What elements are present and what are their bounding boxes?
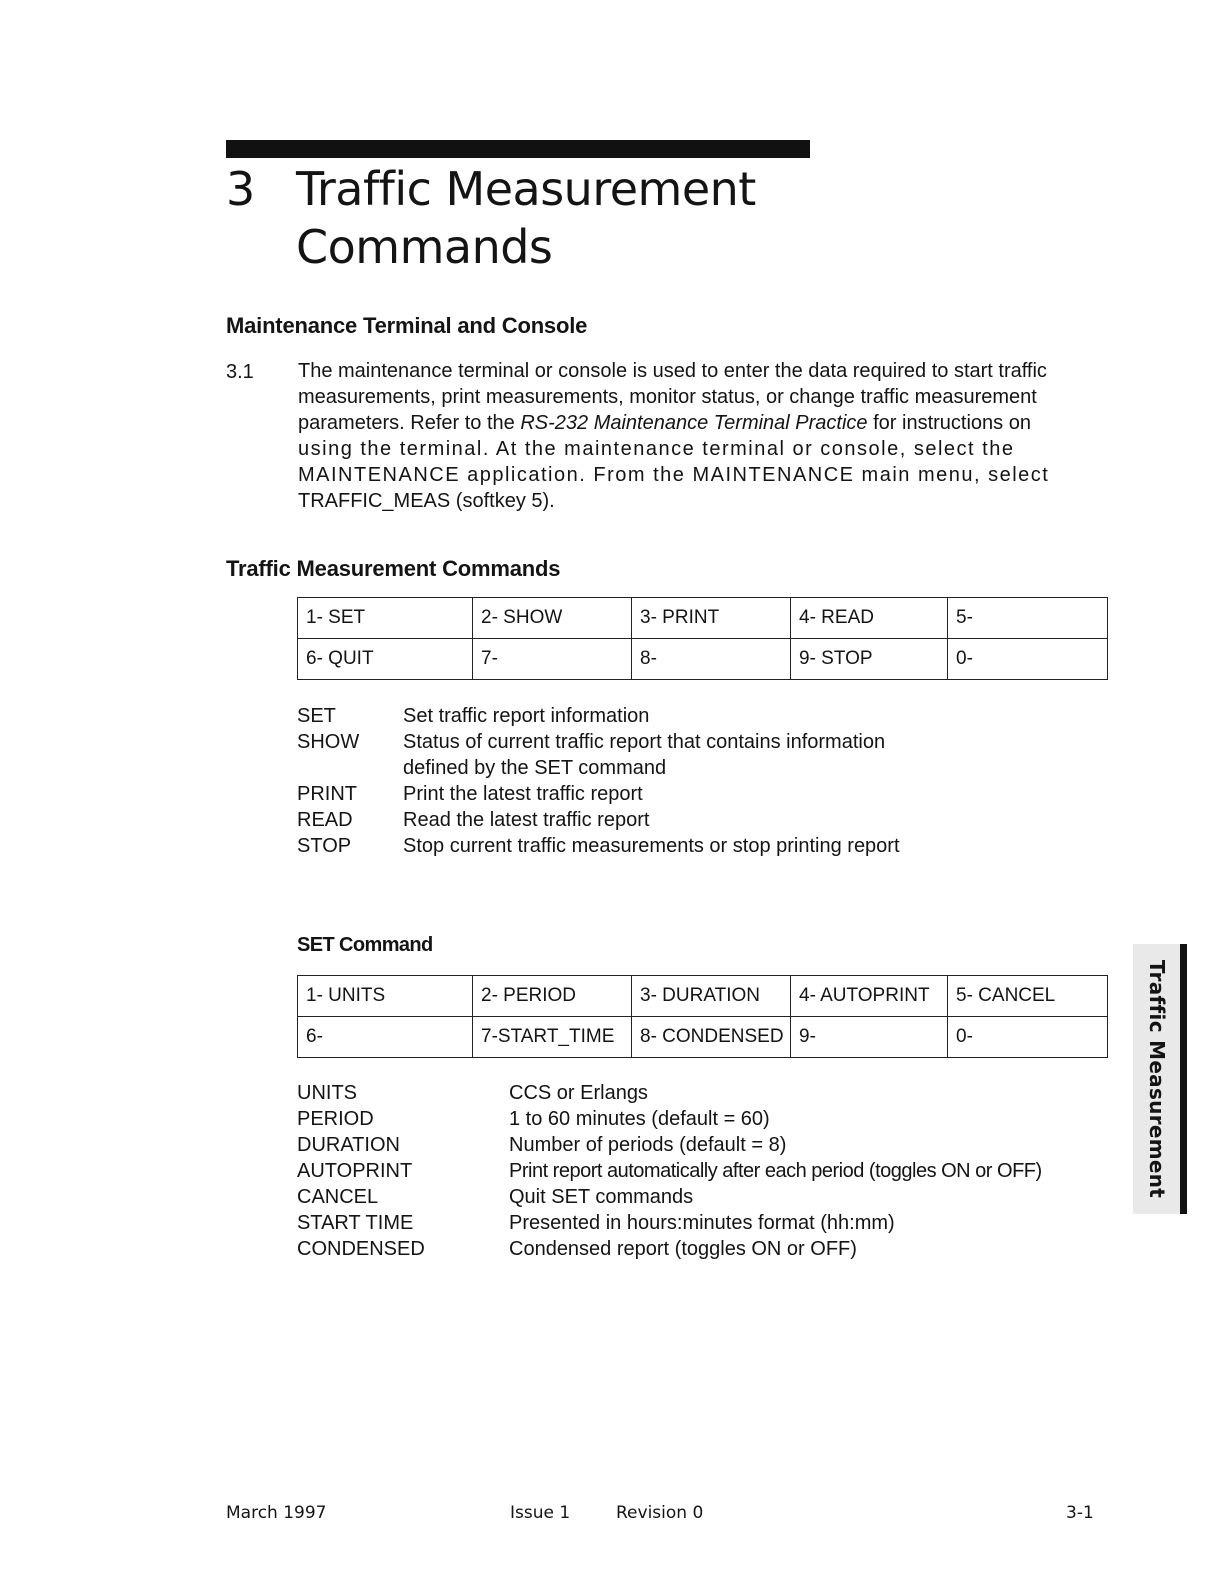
side-tab-label: Traffic Measurement	[1144, 959, 1169, 1199]
definition-desc: Presented in hours:minutes format (hh:mm)	[509, 1212, 895, 1234]
definition-condensed	[297, 1236, 1042, 1262]
definition-desc: 1 to 60 minutes (default = 60)	[509, 1108, 770, 1130]
definition-desc: Stop current traffic measurements or stop printing report	[403, 835, 900, 857]
softkey-6: 6-	[298, 1017, 473, 1058]
softkey-read: 4- READ	[791, 598, 948, 639]
definition-set	[297, 703, 900, 729]
definition-desc: Condensed report (toggles ON or OFF)	[509, 1238, 857, 1260]
softkey-show: 2- SHOW	[473, 598, 632, 639]
paragraph-line: TRAFFIC_MEAS (softkey 5).	[298, 490, 555, 512]
definition-term: UNITS	[297, 1082, 357, 1104]
definition-cancel	[297, 1184, 1042, 1210]
softkey-5: 5-	[948, 598, 1108, 639]
definition-desc: Print report automatically after each period (toggles ON or OFF)	[509, 1160, 1042, 1182]
footer-revision: Revision 0	[616, 1503, 704, 1523]
footer-date: March 1997	[226, 1503, 327, 1523]
definition-desc: Read the latest traffic report	[403, 809, 650, 831]
traffic-softkey-table	[297, 597, 1108, 680]
softkey-print: 3- PRINT	[632, 598, 791, 639]
chapter-rule	[226, 140, 810, 158]
definition-term: CANCEL	[297, 1186, 379, 1208]
paragraph-line: MAINTENANCE application. From the MAINTENANCE main menu, select	[298, 464, 1050, 486]
definition-term: AUTOPRINT	[297, 1160, 413, 1182]
set-command-heading: SET Command	[297, 934, 433, 956]
definition-print	[297, 781, 900, 807]
definition-units	[297, 1080, 1042, 1106]
definition-term: PERIOD	[297, 1108, 374, 1130]
definition-term: SET	[297, 705, 336, 727]
definition-term: READ	[297, 809, 353, 831]
paragraph-line: using the terminal. At the maintenance terminal or console, select the	[298, 438, 1015, 460]
paragraph-text: for instructions on	[867, 412, 1031, 434]
section-heading-traffic-commands: Traffic Measurement Commands	[226, 556, 561, 581]
definition-desc: Number of periods (default = 8)	[509, 1134, 787, 1156]
footer-issue: Issue 1	[510, 1503, 571, 1523]
chapter-title-line-1: Traffic Measurement	[296, 162, 756, 216]
softkey-cancel: 5- CANCEL	[948, 976, 1108, 1017]
softkey-condensed: 8- CONDENSED	[632, 1017, 791, 1058]
definition-autoprint	[297, 1158, 1042, 1184]
softkey-row	[298, 976, 1108, 1017]
chapter-number: 3	[226, 162, 255, 216]
chapter-title-line-2: Commands	[296, 220, 553, 274]
softkey-start-time: 7-START_TIME	[473, 1017, 632, 1058]
footer-page-number: 3-1	[1066, 1503, 1094, 1523]
softkey-units: 1- UNITS	[298, 976, 473, 1017]
paragraph-text: parameters. Refer to the	[298, 412, 521, 434]
softkey-9: 9-	[791, 1017, 948, 1058]
softkey-7: 7-	[473, 639, 632, 680]
section-heading-maintenance-terminal: Maintenance Terminal and Console	[226, 313, 588, 338]
softkey-row	[298, 639, 1108, 680]
softkey-autoprint: 4- AUTOPRINT	[791, 976, 948, 1017]
softkey-period: 2- PERIOD	[473, 976, 632, 1017]
definition-desc-continued: defined by the SET command	[403, 757, 667, 779]
definition-desc: CCS or Erlangs	[509, 1082, 648, 1104]
softkey-quit: 6- QUIT	[298, 639, 473, 680]
softkey-row	[298, 598, 1108, 639]
definition-desc: Set traffic report information	[403, 705, 650, 727]
definition-desc: Quit SET commands	[509, 1186, 694, 1208]
definition-period	[297, 1106, 1042, 1132]
softkey-duration: 3- DURATION	[632, 976, 791, 1017]
definition-term: CONDENSED	[297, 1238, 425, 1260]
softkey-row	[298, 1017, 1108, 1058]
definition-desc: Print the latest traffic report	[403, 783, 643, 805]
definition-stop	[297, 833, 900, 859]
paragraph-line: The maintenance terminal or console is used to enter the data required to start traffic	[298, 360, 1047, 382]
softkey-0: 0-	[948, 639, 1108, 680]
softkey-stop: 9- STOP	[791, 639, 948, 680]
softkey-0: 0-	[948, 1017, 1108, 1058]
set-command-definitions	[297, 1080, 1042, 1262]
paragraph-number: 3.1	[226, 361, 254, 383]
definition-term: SHOW	[297, 731, 360, 753]
definition-read	[297, 807, 900, 833]
softkey-8: 8-	[632, 639, 791, 680]
definition-show	[297, 729, 900, 781]
definition-term: START TIME	[297, 1212, 414, 1234]
practice-reference: RS-232 Maintenance Terminal Practice	[520, 412, 868, 434]
definition-duration	[297, 1132, 1042, 1158]
definition-term: STOP	[297, 835, 352, 857]
paragraph-line	[298, 410, 1110, 436]
set-softkey-table	[297, 975, 1108, 1058]
definition-start-time	[297, 1210, 1042, 1236]
softkey-set: 1- SET	[298, 598, 473, 639]
intro-paragraph	[298, 358, 1110, 514]
definition-term: PRINT	[297, 783, 357, 805]
paragraph-line: measurements, print measurements, monitor status, or change traffic measurement	[298, 386, 1037, 408]
section-side-tab	[1133, 944, 1187, 1214]
definition-desc: Status of current traffic report that contains information	[403, 731, 886, 753]
traffic-command-definitions	[297, 703, 900, 859]
definition-term: DURATION	[297, 1134, 400, 1156]
